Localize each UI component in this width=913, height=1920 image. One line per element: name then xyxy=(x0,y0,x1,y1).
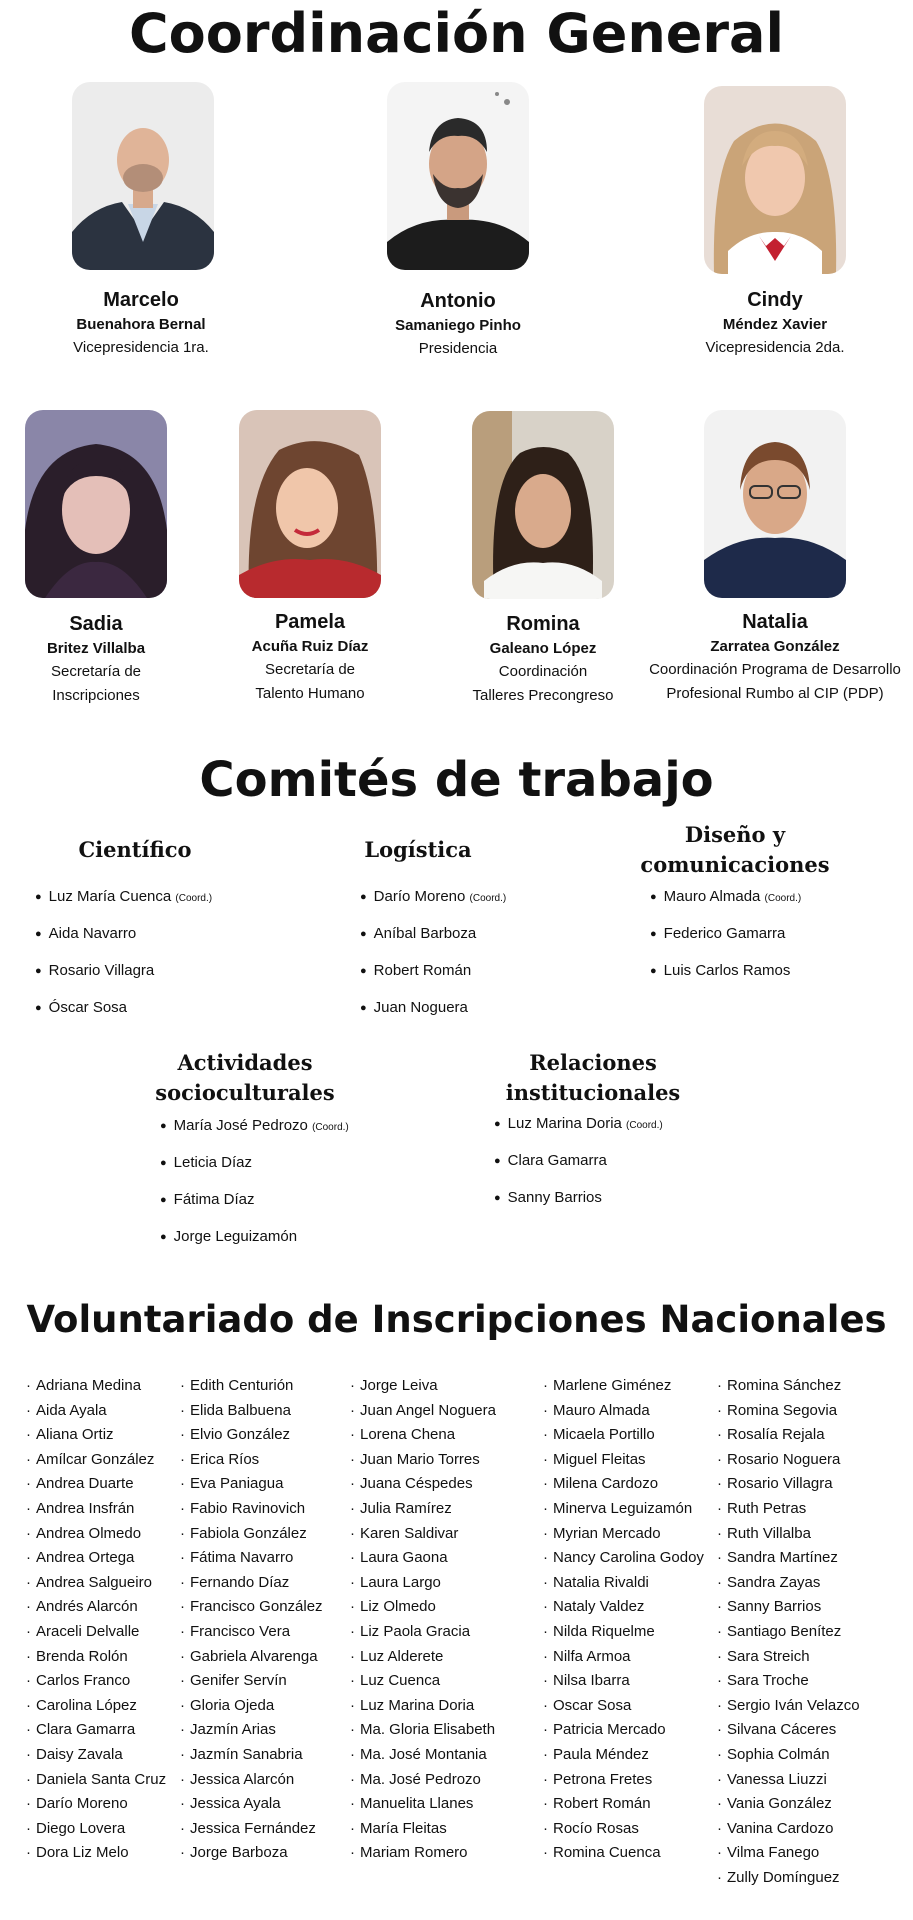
coord-tag: (Coord.) xyxy=(626,1120,663,1131)
list-item: · Zully Domínguez xyxy=(717,1866,860,1891)
list-item: · Sophia Colmán xyxy=(717,1743,860,1768)
committee-name-line: Científico xyxy=(78,837,192,862)
volunteer-column-1 xyxy=(26,1374,166,1866)
committee-name-line: Actividades xyxy=(177,1050,313,1075)
committee-name-line: Diseño y xyxy=(684,822,786,847)
list-item: · Andrea Insfrán xyxy=(26,1497,166,1522)
member-name: Aníbal Barboza xyxy=(373,925,477,942)
member-name: Clara Gamarra xyxy=(507,1152,607,1169)
member-role: Talento Humano xyxy=(255,685,365,702)
volunteer-column-2 xyxy=(180,1374,323,1866)
portrait-romina xyxy=(472,411,614,599)
list-item: · Santiago Benítez xyxy=(717,1620,860,1645)
list-item: · Adriana Medina xyxy=(26,1374,166,1399)
list-item: · Sanny Barrios xyxy=(717,1595,860,1620)
list-item: · Ma. Gloria Elisabeth xyxy=(350,1718,496,1743)
list-item xyxy=(160,1116,349,1153)
list-item: · Elvio González xyxy=(180,1423,323,1448)
list-item: · Jessica Ayala xyxy=(180,1792,323,1817)
member-role: Inscripciones xyxy=(52,687,140,704)
coord-tag: (Coord.) xyxy=(175,893,213,904)
volunteer-column-3 xyxy=(350,1374,496,1866)
volunteer-column-4 xyxy=(543,1374,704,1866)
list-item: · Luz Alderete xyxy=(350,1645,496,1670)
member-role: Talleres Precongreso xyxy=(472,687,614,704)
committee-name-line: comunicaciones xyxy=(640,852,830,877)
member-role: Coordinación Programa de Desarrollo xyxy=(649,661,901,678)
member-first-name: Romina xyxy=(506,613,580,635)
list-item: · Diego Lovera xyxy=(26,1817,166,1842)
member-role: Vicepresidencia 2da. xyxy=(705,339,845,356)
list-item: · Luz Cuenca xyxy=(350,1669,496,1694)
list-item: · Oscar Sosa xyxy=(543,1694,704,1719)
list-item: · Nilfa Armoa xyxy=(543,1645,704,1670)
member-natalia xyxy=(635,610,913,706)
list-item: · Jazmín Arias xyxy=(180,1718,323,1743)
list-item: · Daniela Santa Cruz xyxy=(26,1768,166,1793)
list-item: · Jessica Fernández xyxy=(180,1817,323,1842)
list-item: · Vanina Cardozo xyxy=(717,1817,860,1842)
member-name: Rosario Villagra xyxy=(48,962,155,979)
list-item: · Juana Céspedes xyxy=(350,1472,496,1497)
committee-list-cientifico xyxy=(35,887,212,1035)
member-first-name: Natalia xyxy=(742,611,808,633)
list-item xyxy=(35,924,212,961)
committee-list-logistica xyxy=(360,887,506,1035)
coord-tag: (Coord.) xyxy=(469,893,507,904)
list-item: · Romina Sánchez xyxy=(717,1374,860,1399)
list-item: · Patricia Mercado xyxy=(543,1718,704,1743)
list-item xyxy=(360,998,506,1035)
member-role: Coordinación xyxy=(498,663,588,680)
list-item: · Mariam Romero xyxy=(350,1841,496,1866)
committee-name-actividades xyxy=(115,1048,375,1108)
portrait-sadia xyxy=(25,410,167,598)
list-item: · Laura Largo xyxy=(350,1571,496,1596)
list-item: · Erica Ríos xyxy=(180,1448,323,1473)
coordination-title: Coordinación General xyxy=(129,2,784,65)
list-item xyxy=(650,887,801,924)
list-item: · Juan Mario Torres xyxy=(350,1448,496,1473)
list-item: · Jessica Alarcón xyxy=(180,1768,323,1793)
member-role: Profesional Rumbo al CIP (PDP) xyxy=(666,685,884,702)
list-item: · Araceli Delvalle xyxy=(26,1620,166,1645)
list-item: · Romina Segovia xyxy=(717,1399,860,1424)
committee-name-line: institucionales xyxy=(505,1080,681,1105)
member-marcelo xyxy=(11,288,271,360)
list-item: · Myrian Mercado xyxy=(543,1522,704,1547)
member-name: Mauro Almada xyxy=(663,888,761,905)
list-item: · Fabiola González xyxy=(180,1522,323,1547)
list-item xyxy=(650,961,801,998)
list-item: · Genifer Servín xyxy=(180,1669,323,1694)
list-item: · Gabriela Alvarenga xyxy=(180,1645,323,1670)
volunteers-title: Voluntariado de Inscripciones Nacionales xyxy=(26,1298,887,1341)
portrait-pamela xyxy=(239,410,381,598)
member-name: Sanny Barrios xyxy=(507,1189,602,1206)
member-cindy xyxy=(645,288,905,360)
list-item xyxy=(35,961,212,998)
member-role: Secretaría de xyxy=(264,661,356,678)
list-item: · Rosario Villagra xyxy=(717,1472,860,1497)
list-item: · Edith Centurión xyxy=(180,1374,323,1399)
portrait-antonio xyxy=(387,82,529,270)
list-item: · María Fleitas xyxy=(350,1817,496,1842)
committee-name-diseno xyxy=(605,820,865,880)
list-item: · Gloria Ojeda xyxy=(180,1694,323,1719)
list-item: · Andrea Salgueiro xyxy=(26,1571,166,1596)
list-item: · Nilsa Ibarra xyxy=(543,1669,704,1694)
member-last-name: Samaniego Pinho xyxy=(395,317,521,334)
member-first-name: Marcelo xyxy=(103,289,179,311)
member-name: Fátima Díaz xyxy=(173,1191,255,1208)
committee-list-diseno xyxy=(650,887,801,998)
member-name: Luz María Cuenca xyxy=(48,888,172,905)
list-item: · Dora Liz Melo xyxy=(26,1841,166,1866)
member-last-name: Britez Villalba xyxy=(46,640,146,657)
member-last-name: Zarratea González xyxy=(710,638,840,655)
list-item: · Vilma Fanego xyxy=(717,1841,860,1866)
list-item: · Ruth Petras xyxy=(717,1497,860,1522)
list-item xyxy=(360,887,506,924)
list-item: · Lorena Chena xyxy=(350,1423,496,1448)
member-first-name: Antonio xyxy=(420,290,496,312)
list-item xyxy=(494,1114,663,1151)
committee-name-cientifico xyxy=(5,835,265,865)
member-role: Secretaría de xyxy=(50,663,142,680)
list-item: · Nilda Riquelme xyxy=(543,1620,704,1645)
portrait-cindy xyxy=(704,86,846,274)
list-item: · Jazmín Sanabria xyxy=(180,1743,323,1768)
list-item: · Karen Saldivar xyxy=(350,1522,496,1547)
list-item: · Manuelita Llanes xyxy=(350,1792,496,1817)
list-item: · Sara Troche xyxy=(717,1669,860,1694)
member-name: Luz Marina Doria xyxy=(507,1115,622,1132)
member-last-name: Acuña Ruiz Díaz xyxy=(251,638,369,655)
portrait-natalia xyxy=(704,410,846,598)
list-item: · Eva Paniagua xyxy=(180,1472,323,1497)
member-role: Presidencia xyxy=(418,340,498,357)
list-item: · Sandra Zayas xyxy=(717,1571,860,1596)
list-item: · Luz Marina Doria xyxy=(350,1694,496,1719)
list-item: · Micaela Portillo xyxy=(543,1423,704,1448)
list-item: · Francisco Vera xyxy=(180,1620,323,1645)
list-item: · Romina Cuenca xyxy=(543,1841,704,1866)
member-pamela xyxy=(180,610,440,706)
list-item: · Paula Méndez xyxy=(543,1743,704,1768)
list-item xyxy=(160,1190,349,1227)
list-item: · Silvana Cáceres xyxy=(717,1718,860,1743)
committee-name-relaciones xyxy=(463,1048,723,1108)
list-item: · Milena Cardozo xyxy=(543,1472,704,1497)
member-romina xyxy=(413,612,673,708)
list-item: · Daisy Zavala xyxy=(26,1743,166,1768)
list-item: · Minerva Leguizamón xyxy=(543,1497,704,1522)
portrait-marcelo xyxy=(72,82,214,270)
member-name: Luis Carlos Ramos xyxy=(663,962,791,979)
list-item: · Francisco González xyxy=(180,1595,323,1620)
member-first-name: Sadia xyxy=(69,613,123,635)
list-item: · Laura Gaona xyxy=(350,1546,496,1571)
list-item: · Natalia Rivaldi xyxy=(543,1571,704,1596)
member-name: Juan Noguera xyxy=(373,999,468,1016)
member-first-name: Pamela xyxy=(274,611,346,633)
list-item: · Mauro Almada xyxy=(543,1399,704,1424)
committee-name-logistica xyxy=(288,835,548,865)
committees-title: Comités de trabajo xyxy=(199,752,714,808)
member-last-name: Méndez Xavier xyxy=(722,316,828,333)
volunteer-column-5 xyxy=(717,1374,860,1890)
list-item: · Andrea Duarte xyxy=(26,1472,166,1497)
list-item: · Sergio Iván Velazco xyxy=(717,1694,860,1719)
list-item xyxy=(35,998,212,1035)
list-item: · Carolina López xyxy=(26,1694,166,1719)
list-item xyxy=(494,1151,663,1188)
list-item: · Juan Angel Noguera xyxy=(350,1399,496,1424)
list-item: · Carlos Franco xyxy=(26,1669,166,1694)
coord-tag: (Coord.) xyxy=(764,893,802,904)
list-item: · Sara Streich xyxy=(717,1645,860,1670)
list-item: · Ma. José Pedrozo xyxy=(350,1768,496,1793)
list-item: · Ma. José Montania xyxy=(350,1743,496,1768)
member-name: Darío Moreno xyxy=(373,888,466,905)
member-name: María José Pedrozo xyxy=(173,1117,308,1134)
member-name: Robert Román xyxy=(373,962,472,979)
list-item xyxy=(360,924,506,961)
member-name: Leticia Díaz xyxy=(173,1154,253,1171)
list-item: · Nataly Valdez xyxy=(543,1595,704,1620)
list-item: · Ruth Villalba xyxy=(717,1522,860,1547)
list-item: · Rocío Rosas xyxy=(543,1817,704,1842)
list-item: · Sandra Martínez xyxy=(717,1546,860,1571)
list-item xyxy=(494,1188,663,1225)
member-name: Óscar Sosa xyxy=(48,999,128,1016)
list-item: · Clara Gamarra xyxy=(26,1718,166,1743)
list-item: · Elida Balbuena xyxy=(180,1399,323,1424)
list-item: · Vanessa Liuzzi xyxy=(717,1768,860,1793)
list-item: · Aliana Ortiz xyxy=(26,1423,166,1448)
committee-name-line: socioculturales xyxy=(155,1080,335,1105)
list-item: · Amílcar González xyxy=(26,1448,166,1473)
member-last-name: Buenahora Bernal xyxy=(76,316,206,333)
list-item xyxy=(35,887,212,924)
committee-name-line: Logística xyxy=(364,837,472,862)
list-item xyxy=(360,961,506,998)
list-item: · Andrés Alarcón xyxy=(26,1595,166,1620)
list-item: · Jorge Leiva xyxy=(350,1374,496,1399)
list-item: · Petrona Fretes xyxy=(543,1768,704,1793)
list-item xyxy=(160,1227,349,1264)
list-item: · Rosario Noguera xyxy=(717,1448,860,1473)
committee-name-line: Relaciones xyxy=(529,1050,657,1075)
list-item: · Jorge Barboza xyxy=(180,1841,323,1866)
coord-tag: (Coord.) xyxy=(312,1122,349,1133)
list-item: · Andrea Olmedo xyxy=(26,1522,166,1547)
list-item: · Liz Olmedo xyxy=(350,1595,496,1620)
list-item xyxy=(650,924,801,961)
committee-list-relaciones xyxy=(494,1114,663,1225)
member-antonio xyxy=(328,289,588,361)
member-last-name: Galeano López xyxy=(489,640,597,657)
list-item xyxy=(160,1153,349,1190)
member-name: Jorge Leguizamón xyxy=(173,1228,298,1245)
member-first-name: Cindy xyxy=(747,289,803,311)
list-item: · Aida Ayala xyxy=(26,1399,166,1424)
list-item: · Fernando Díaz xyxy=(180,1571,323,1596)
list-item: · Nancy Carolina Godoy xyxy=(543,1546,704,1571)
list-item: · Brenda Rolón xyxy=(26,1645,166,1670)
list-item: · Robert Román xyxy=(543,1792,704,1817)
member-role: Vicepresidencia 1ra. xyxy=(73,339,209,356)
list-item: · Miguel Fleitas xyxy=(543,1448,704,1473)
member-name: Federico Gamarra xyxy=(663,925,786,942)
list-item: · Darío Moreno xyxy=(26,1792,166,1817)
list-item: · Fabio Ravinovich xyxy=(180,1497,323,1522)
list-item: · Andrea Ortega xyxy=(26,1546,166,1571)
list-item: · Julia Ramírez xyxy=(350,1497,496,1522)
list-item: · Fátima Navarro xyxy=(180,1546,323,1571)
list-item: · Rosalía Rejala xyxy=(717,1423,860,1448)
list-item: · Marlene Giménez xyxy=(543,1374,704,1399)
member-name: Aida Navarro xyxy=(48,925,137,942)
committee-list-actividades xyxy=(160,1116,349,1264)
list-item: · Vania González xyxy=(717,1792,860,1817)
list-item: · Liz Paola Gracia xyxy=(350,1620,496,1645)
